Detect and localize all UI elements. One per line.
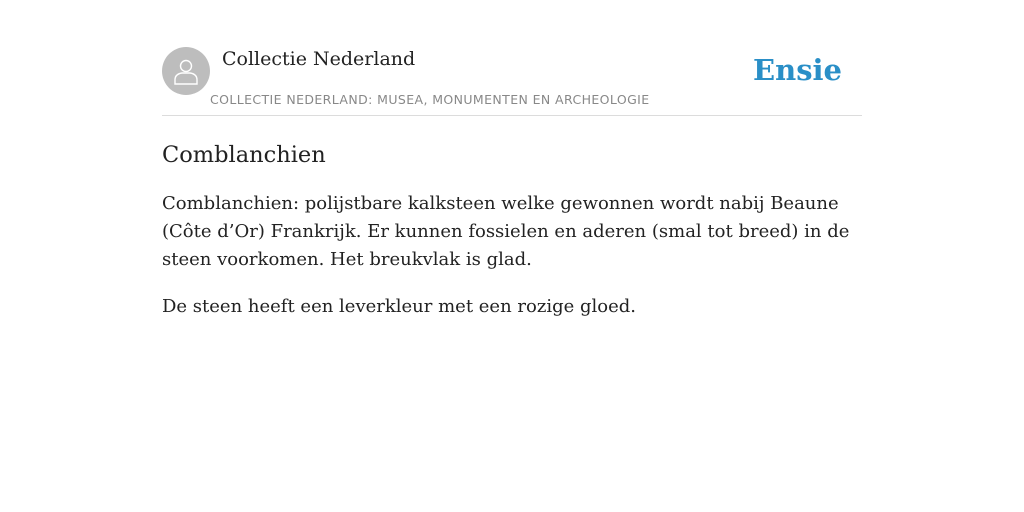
page-title: Comblanchien [162,142,326,168]
author-subtitle: COLLECTIE NEDERLAND: MUSEA, MONUMENTEN EN ARCHEOLOGIE [210,92,650,107]
article-paragraph: De steen heeft een leverkleur met een rozige gloed. [162,296,636,317]
user-icon [173,57,199,85]
article-paragraph: Comblanchien: polijstbare kalksteen welke gewonnen wordt nabij Beaune (Côte d’Or) Frankrijk. Er kunnen fossielen en aderen (smal tot breed) in de steen voorkomen. Het breukvlak is glad. [162,193,850,270]
page [162,0,862,321]
author-name[interactable]: Collectie Nederland [222,48,416,70]
brand-logo[interactable]: Ensie [753,53,842,87]
article-body [162,190,862,321]
avatar[interactable] [162,47,210,95]
article-header [162,47,862,116]
